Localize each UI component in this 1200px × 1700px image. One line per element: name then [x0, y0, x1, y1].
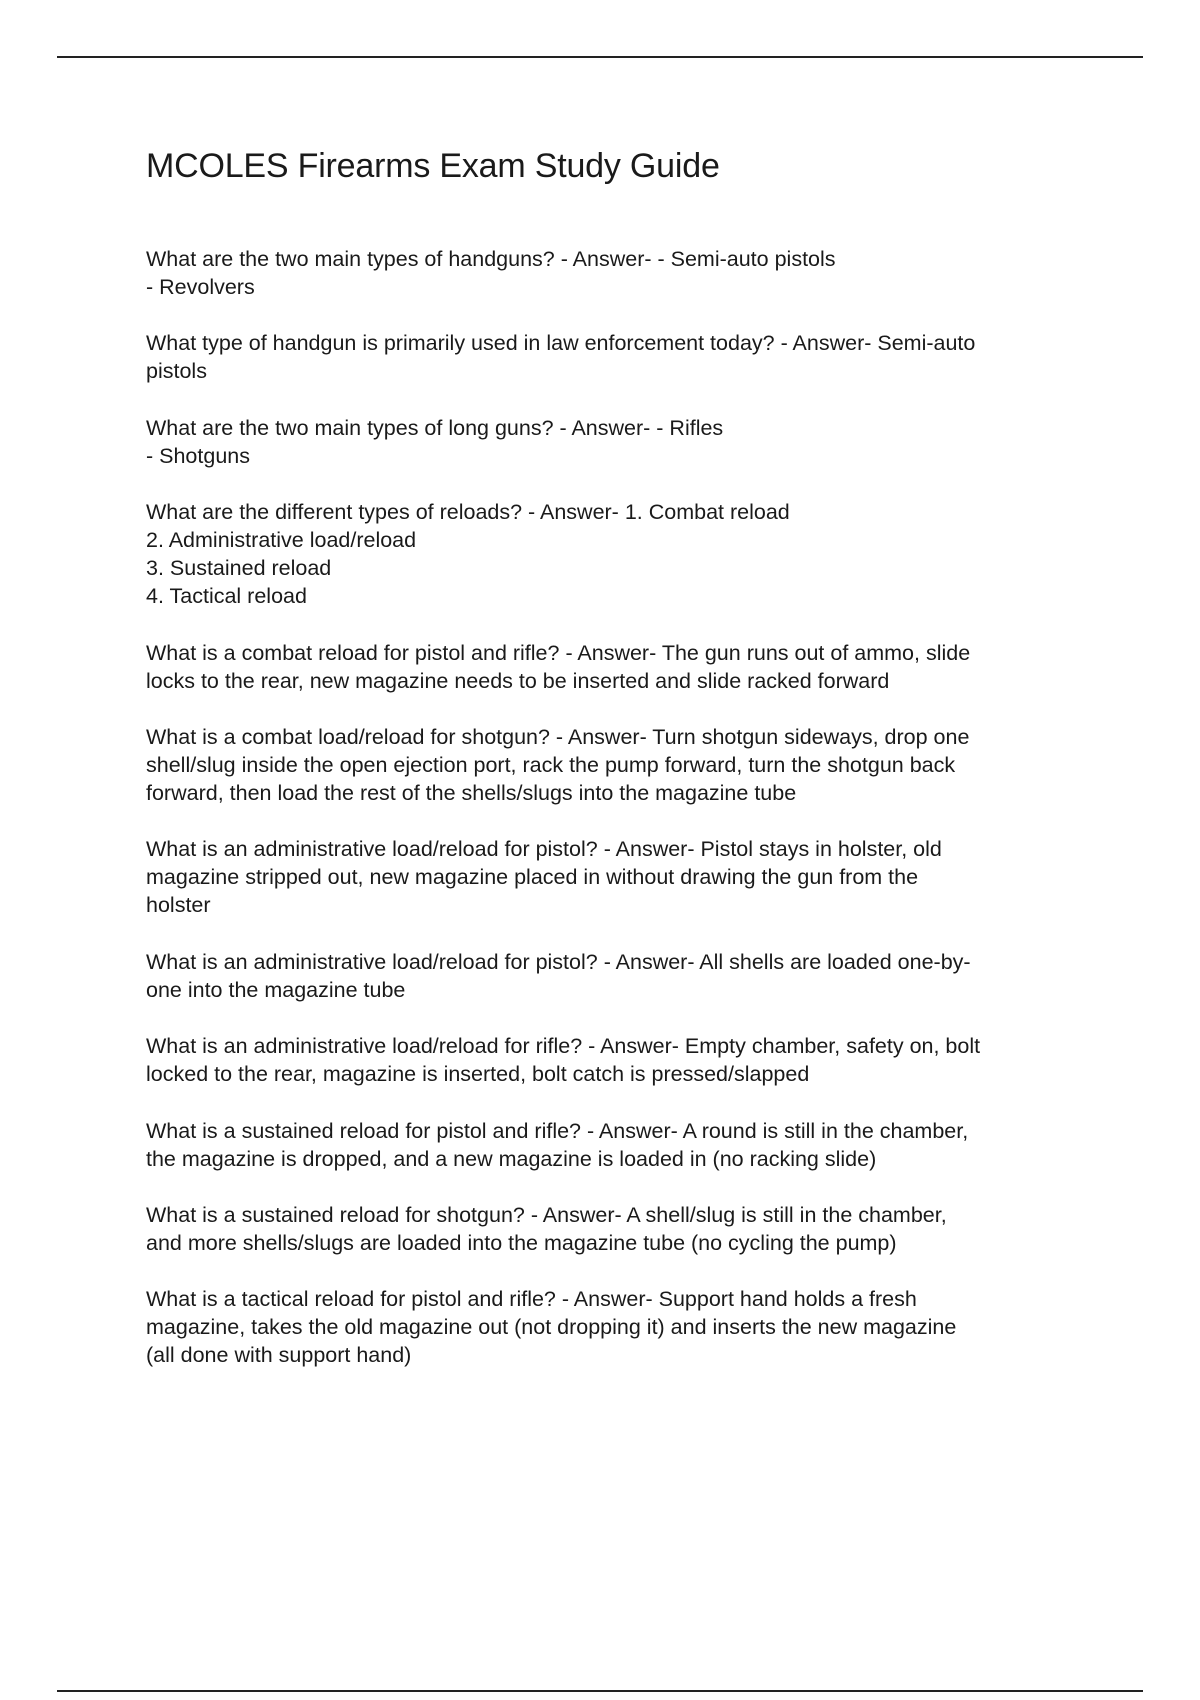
bottom-divider	[57, 1690, 1143, 1692]
qa-line: What is an administrative load/reload for pistol? - Answer- Pistol stays in holster, old	[146, 837, 942, 862]
qa-entry	[146, 835, 1096, 919]
qa-line: holster	[146, 893, 211, 918]
document-body	[146, 140, 1096, 1398]
qa-line: pistols	[146, 359, 207, 384]
qa-line: What is a combat load/reload for shotgun? - Answer- Turn shotgun sideways, drop one	[146, 724, 970, 749]
qa-line: - Shotguns	[146, 443, 250, 468]
qa-line: What are the two main types of handguns? - Answer- - Semi-auto pistols	[146, 247, 836, 271]
qa-line: What type of handgun is primarily used in law enforcement today? - Answer- Semi-auto	[146, 331, 976, 356]
qa-entry	[146, 414, 1096, 470]
page-title: MCOLES Firearms Exam Study Guide	[146, 147, 720, 185]
qa-list	[146, 245, 1096, 1369]
qa-entry	[146, 498, 1096, 610]
qa-line: What is a sustained reload for shotgun? - Answer- A shell/slug is still in the chamber,	[146, 1202, 947, 1227]
qa-entry	[146, 723, 1096, 807]
qa-line: locked to the rear, magazine is inserted, bolt catch is pressed/slapped	[146, 1062, 810, 1087]
qa-line: 3. Sustained reload	[146, 556, 332, 581]
qa-line: (all done with support hand)	[146, 1343, 412, 1368]
qa-entry	[146, 1285, 1096, 1369]
qa-line: magazine, takes the old magazine out (not dropping it) and inserts the new magazine	[146, 1315, 957, 1340]
qa-line: 2. Administrative load/reload	[146, 528, 417, 553]
qa-line: What are the different types of reloads? - Answer- 1. Combat reload	[146, 500, 790, 525]
qa-entry	[146, 1032, 1096, 1088]
qa-line: What is an administrative load/reload for rifle? - Answer- Empty chamber, safety on, bolt	[146, 1034, 981, 1059]
qa-line: one into the magazine tube	[146, 977, 406, 1002]
qa-line: magazine stripped out, new magazine placed in without drawing the gun from the	[146, 865, 919, 890]
qa-line: 4. Tactical reload	[146, 584, 307, 609]
qa-line: What is an administrative load/reload for pistol? - Answer- All shells are loaded one-by-	[146, 949, 971, 974]
qa-line: locks to the rear, new magazine needs to be inserted and slide racked forward	[146, 668, 890, 693]
qa-entry	[146, 1117, 1096, 1173]
qa-line: and more shells/slugs are loaded into the magazine tube (no cycling the pump)	[146, 1230, 897, 1255]
qa-line: What is a sustained reload for pistol and rifle? - Answer- A round is still in the chamber,	[146, 1118, 969, 1143]
qa-line: - Revolvers	[146, 275, 255, 299]
qa-line: forward, then load the rest of the shells/slugs into the magazine tube	[146, 780, 797, 805]
qa-entry	[146, 948, 1096, 1004]
qa-entry	[146, 1201, 1096, 1257]
qa-line: What are the two main types of long guns? - Answer- - Rifles	[146, 415, 724, 440]
qa-line: shell/slug inside the open ejection port, rack the pump forward, turn the shotgun back	[146, 752, 956, 777]
qa-entry	[146, 639, 1096, 695]
qa-entry	[146, 329, 1096, 385]
qa-line: What is a combat reload for pistol and rifle? - Answer- The gun runs out of ammo, slide	[146, 640, 971, 665]
qa-line: What is a tactical reload for pistol and rifle? - Answer- Support hand holds a fresh	[146, 1287, 917, 1312]
qa-line: the magazine is dropped, and a new magazine is loaded in (no racking slide)	[146, 1146, 877, 1171]
top-divider	[57, 56, 1143, 58]
qa-entry	[146, 245, 1096, 301]
